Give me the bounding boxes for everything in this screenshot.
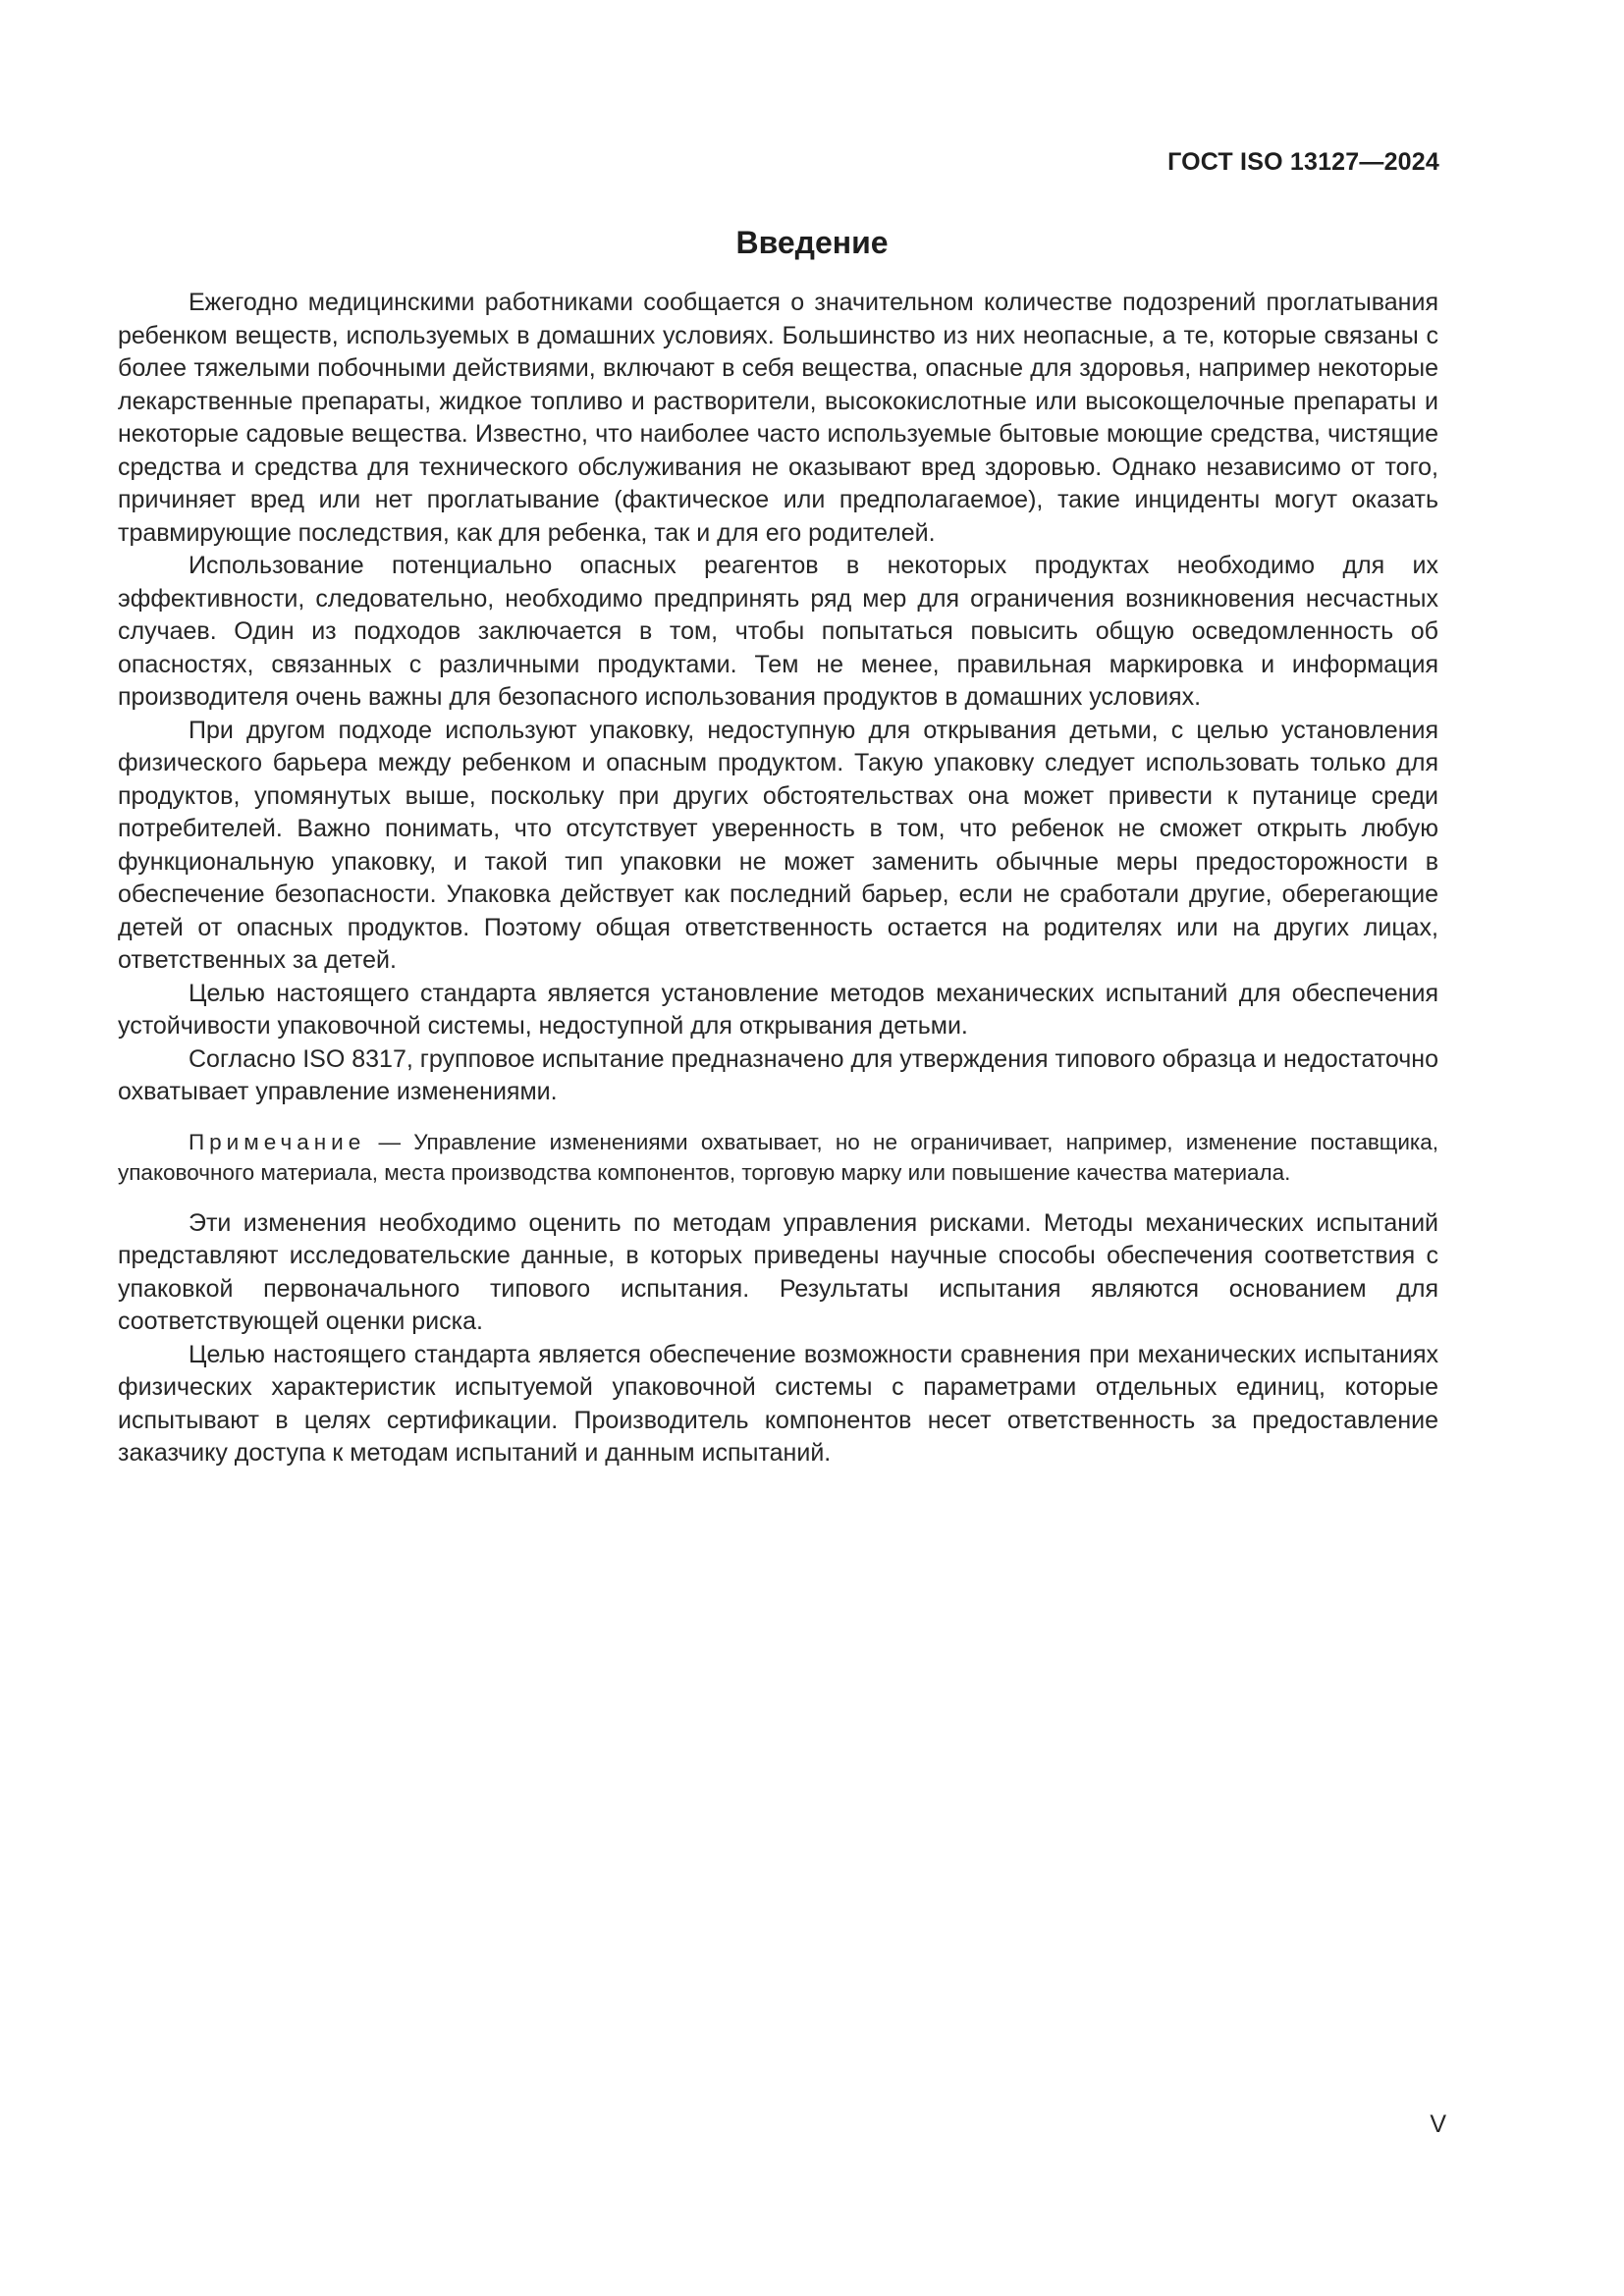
note-label: Примечание — [189, 1129, 366, 1154]
paragraph: Согласно ISO 8317, групповое испытание предназначено для утверждения типового образца и недостаточно охватывает управление изменениями. — [118, 1044, 1438, 1105]
paragraph: Целью настоящего стандарта является установление методов механических испытаний для обеспечения устойчивости упаковочной системы, недоступной для открывания детьми. — [118, 979, 1438, 1040]
paragraph: Целью настоящего стандарта является обеспечение возможности сравнения при механических испытаниях физических характеристик испытуемой упаковочной системы с параметрами отдельных единиц, которые испытывают в целях сертификации. Производитель компонентов несет ответственность за предоставление заказчику доступа к методам испытаний и данным испытаний. — [118, 1340, 1438, 1467]
body-text — [118, 287, 1438, 1470]
paragraph: Эти изменения необходимо оценить по методам управления рисками. Методы механических испытаний представляют исследовательские данные, в которых приведены научные способы обеспечения соответствия с упаковкой первоначального типового испытания. Результаты испытания являются основанием для соответствующей оценки риска. — [118, 1208, 1438, 1335]
note — [118, 1127, 1438, 1188]
note-text: — Управление изменениями охватывает, но не ограничивает, например, изменение поставщика, упаковочного материала, места производства компонентов, торговую марку или повышение качества материала. — [118, 1129, 1438, 1185]
section-title: Введение — [735, 225, 889, 260]
paragraph: Использование потенциально опасных реагентов в некоторых продуктах необходимо для их эффективности, следовательно, необходимо предпринять ряд мер для ограничения возникновения несчастных случаев. Один из подходов заключается в том, чтобы попытаться повысить общую осведомленность об опасностях, связанных с различными продуктами. Тем не менее, правильная маркировка и информация производителя очень важны для безопасного использования продуктов в домашних условиях. — [118, 552, 1438, 711]
paragraph: При другом подходе используют упаковку, недоступную для открывания детьми, с целью установления физического барьера между ребенком и опасным продуктом. Такую упаковку следует использовать только для продуктов, упомянутых выше, поскольку при других обстоятельствах она может привести к путанице среди потребителей. Важно понимать, что отсутствует уверенность в том, что ребенок не сможет открыть любую функциональную упаковку, и такой тип упаковки не может заменить обычные меры предосторожности в обеспечение безопасности. Упаковка действует как последний барьер, если не сработали другие, оберегающие детей от опасных продуктов. Поэтому общая ответственность остается на родителях или на других лицах, ответственных за детей. — [118, 716, 1438, 974]
paragraph: Ежегодно медицинскими работниками сообщается о значительном количестве подозрений проглатывания ребенком веществ, используемых в домашних условиях. Большинство из них неопасные, а те, которые связаны с более тяжелыми побочными действиями, включают в себя вещества, опасные для здоровья, например некоторые лекарственные препараты, жидкое топливо и растворители, высококислотные или высокощелочные препараты и некоторые садовые вещества. Известно, что наиболее часто используемые бытовые моющие средства, чистящие средства и средства для технического обслуживания не оказывают вред здоровью. Однако независимо от того, причиняет вред или нет проглатывание (фактическое или предполагаемое), такие инциденты могут оказать травмирующие последствия, как для ребенка, так и для его родителей. — [118, 289, 1438, 547]
document-code: ГОСТ ISO 13127—2024 — [1167, 148, 1439, 176]
page-number: V — [1430, 2110, 1446, 2138]
